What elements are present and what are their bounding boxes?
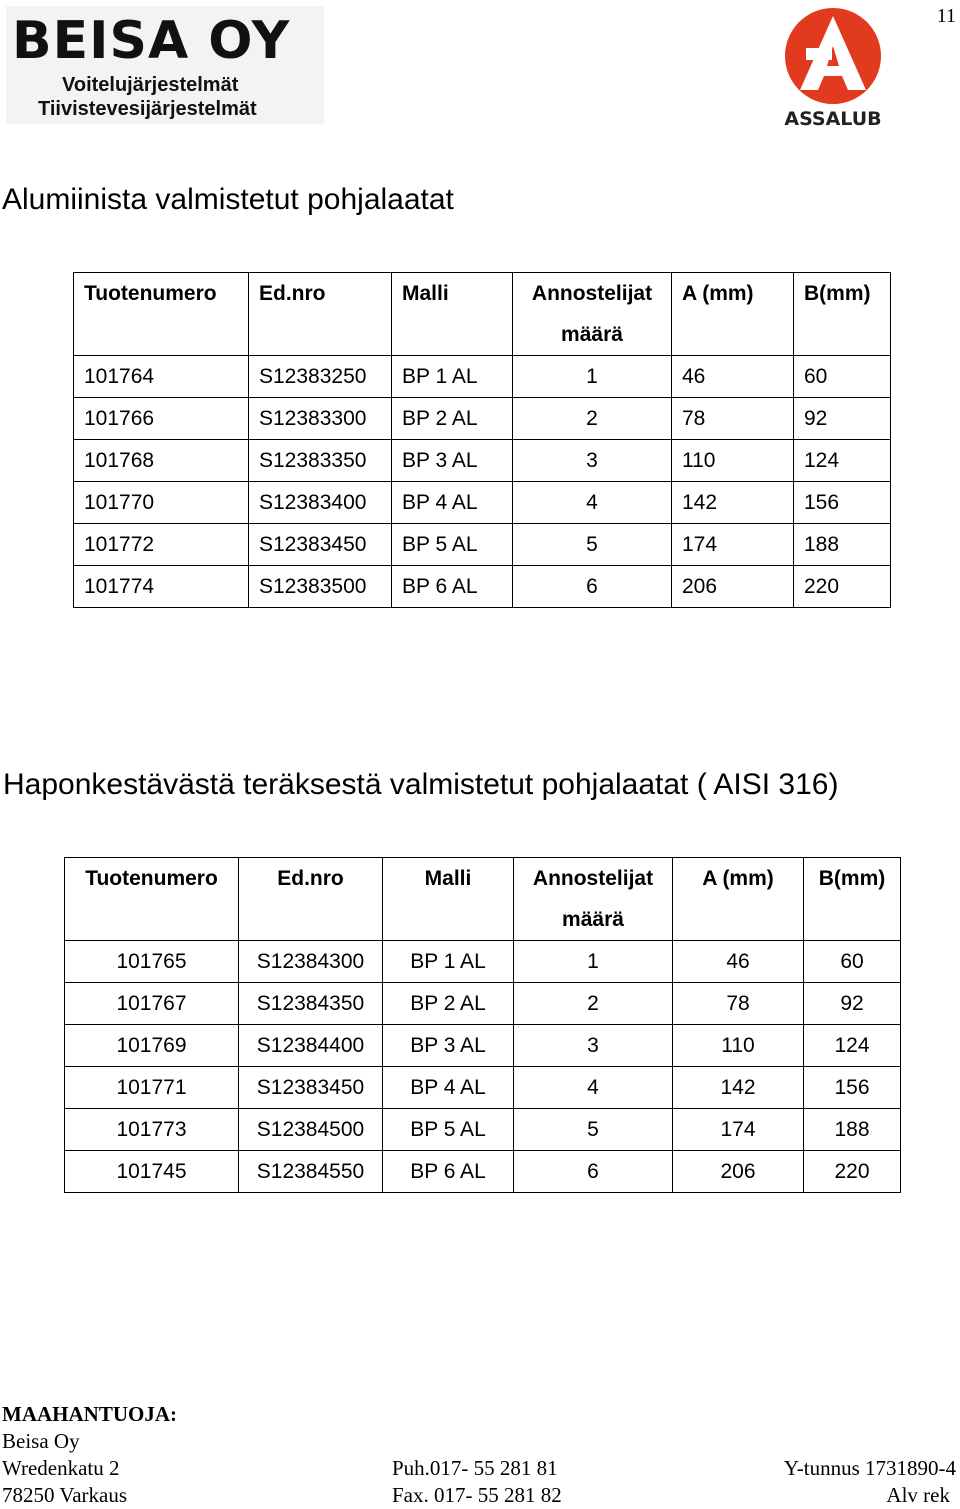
- footer-fax: Fax. 017- 55 281 82: [392, 1483, 562, 1507]
- table-cell: 188: [794, 524, 891, 566]
- table-cell: 174: [673, 1109, 804, 1151]
- table-cell: 60: [804, 941, 901, 983]
- table-cell: 2: [514, 983, 673, 1025]
- table-cell: BP 4 AL: [383, 1067, 514, 1109]
- table-cell: 101773: [65, 1109, 239, 1151]
- col-header-product-number: Tuotenumero: [65, 858, 239, 941]
- table-header-row: [65, 858, 901, 941]
- table-cell: 46: [672, 356, 794, 398]
- table-cell: 101765: [65, 941, 239, 983]
- table-header-row: [74, 273, 891, 356]
- table-cell: 101771: [65, 1067, 239, 1109]
- col-header-a-mm: A (mm): [673, 858, 804, 941]
- table-cell: 78: [673, 983, 804, 1025]
- table-cell: 46: [673, 941, 804, 983]
- table-cell: 174: [672, 524, 794, 566]
- table-cell: S12384350: [239, 983, 383, 1025]
- col-header-product-number: Tuotenumero: [74, 273, 249, 356]
- col-header-dispensers: [513, 273, 672, 356]
- table-cell: 60: [794, 356, 891, 398]
- col-header-dispensers-line2: määrä: [561, 323, 623, 346]
- table-cell: S12383500: [249, 566, 392, 608]
- col-header-model: Malli: [383, 858, 514, 941]
- table-cell: S12383250: [249, 356, 392, 398]
- table-row: [65, 1025, 901, 1067]
- table-cell: S12383400: [249, 482, 392, 524]
- table-cell: BP 5 AL: [383, 1109, 514, 1151]
- table-cell: 6: [514, 1151, 673, 1193]
- table-cell: 124: [804, 1025, 901, 1067]
- table-cell: 156: [804, 1067, 901, 1109]
- table-cell: BP 6 AL: [383, 1151, 514, 1193]
- col-header-model: Malli: [392, 273, 513, 356]
- col-header-dispensers: [514, 858, 673, 941]
- table-cell: 188: [804, 1109, 901, 1151]
- assalub-logo-icon: [778, 4, 888, 128]
- table-cell: 101770: [74, 482, 249, 524]
- beisa-logo-line2: Tiivistevesijärjestelmät: [38, 98, 257, 120]
- table-cell: 101767: [65, 983, 239, 1025]
- table-cell: BP 4 AL: [392, 482, 513, 524]
- table-cell: 101774: [74, 566, 249, 608]
- table-cell: BP 1 AL: [383, 941, 514, 983]
- table-cell: 101772: [74, 524, 249, 566]
- col-header-dispensers-line1: Annostelijat: [532, 867, 654, 890]
- table-cell: 101764: [74, 356, 249, 398]
- table-cell: BP 3 AL: [383, 1025, 514, 1067]
- table-cell: 92: [804, 983, 901, 1025]
- table-cell: BP 2 AL: [383, 983, 514, 1025]
- section1-title: Alumiinista valmistetut pohjalaatat: [2, 183, 454, 216]
- table-row: [74, 440, 891, 482]
- table-cell: 101769: [65, 1025, 239, 1067]
- table-row: [74, 566, 891, 608]
- table-cell: 220: [804, 1151, 901, 1193]
- table-cell: 5: [514, 1109, 673, 1151]
- page-number: 11: [936, 5, 956, 27]
- table-cell: 156: [794, 482, 891, 524]
- table-cell: BP 2 AL: [392, 398, 513, 440]
- table-cell: 124: [794, 440, 891, 482]
- table-row: [74, 356, 891, 398]
- table-row: [65, 941, 901, 983]
- table-cell: 1: [513, 356, 672, 398]
- table-cell: 1: [514, 941, 673, 983]
- col-header-a-mm: A (mm): [672, 273, 794, 356]
- table-cell: S12383450: [239, 1067, 383, 1109]
- table-cell: S12383450: [249, 524, 392, 566]
- table-cell: 78: [672, 398, 794, 440]
- table-cell: 6: [513, 566, 672, 608]
- table-cell: 110: [673, 1025, 804, 1067]
- footer-vat: Alv rek: [886, 1483, 950, 1507]
- table-cell: BP 5 AL: [392, 524, 513, 566]
- table-cell: BP 6 AL: [392, 566, 513, 608]
- acid-proof-steel-plates-table: [64, 857, 901, 1193]
- col-header-old-number: Ed.nro: [239, 858, 383, 941]
- footer-importer-label: MAAHANTUOJA:: [2, 1402, 177, 1426]
- table-cell: S12384550: [239, 1151, 383, 1193]
- aluminium-plates-table: [73, 272, 891, 608]
- table-cell: 2: [513, 398, 672, 440]
- table-cell: S12384300: [239, 941, 383, 983]
- table-cell: 142: [673, 1067, 804, 1109]
- table-cell: 206: [672, 566, 794, 608]
- table-row: [74, 482, 891, 524]
- col-header-old-number: Ed.nro: [249, 273, 392, 356]
- table-cell: 206: [673, 1151, 804, 1193]
- table-row: [65, 983, 901, 1025]
- table-cell: 101745: [65, 1151, 239, 1193]
- footer-business-id: Y-tunnus 1731890-4: [783, 1456, 956, 1480]
- footer-company: Beisa Oy: [2, 1429, 80, 1453]
- section2-title: Haponkestävästä teräksestä valmistetut pohjalaatat ( AISI 316): [3, 768, 839, 801]
- table-cell: S12384400: [239, 1025, 383, 1067]
- table-cell: 220: [794, 566, 891, 608]
- table-cell: 92: [794, 398, 891, 440]
- table-row: [65, 1151, 901, 1193]
- table-cell: 3: [514, 1025, 673, 1067]
- table-row: [74, 524, 891, 566]
- beisa-logo-line1: Voitelujärjestelmät: [62, 74, 239, 96]
- table-cell: 5: [513, 524, 672, 566]
- table-row: [74, 398, 891, 440]
- table-cell: S12384500: [239, 1109, 383, 1151]
- table-cell: 3: [513, 440, 672, 482]
- table-cell: 101768: [74, 440, 249, 482]
- assalub-logo: [778, 4, 888, 128]
- table-cell: 101766: [74, 398, 249, 440]
- footer-phone: Puh.017- 55 281 81: [392, 1456, 558, 1480]
- table-cell: 4: [513, 482, 672, 524]
- table-cell: 142: [672, 482, 794, 524]
- beisa-logo-name: BEISA OY: [12, 11, 291, 71]
- table-row: [65, 1067, 901, 1109]
- table-cell: 4: [514, 1067, 673, 1109]
- col-header-dispensers-line2: määrä: [562, 908, 624, 931]
- footer-city: 78250 Varkaus: [2, 1483, 128, 1507]
- table-cell: BP 1 AL: [392, 356, 513, 398]
- footer-street: Wredenkatu 2: [2, 1456, 120, 1480]
- table-row: [65, 1109, 901, 1151]
- table-cell: S12383350: [249, 440, 392, 482]
- col-header-dispensers-line1: Annostelijat: [531, 282, 653, 305]
- table-cell: S12383300: [249, 398, 392, 440]
- beisa-logo: [6, 6, 324, 124]
- col-header-b-mm: B(mm): [794, 273, 891, 356]
- table-cell: 110: [672, 440, 794, 482]
- table-cell: BP 3 AL: [392, 440, 513, 482]
- col-header-b-mm: B(mm): [804, 858, 901, 941]
- assalub-logo-text: ASSALUB: [784, 108, 882, 128]
